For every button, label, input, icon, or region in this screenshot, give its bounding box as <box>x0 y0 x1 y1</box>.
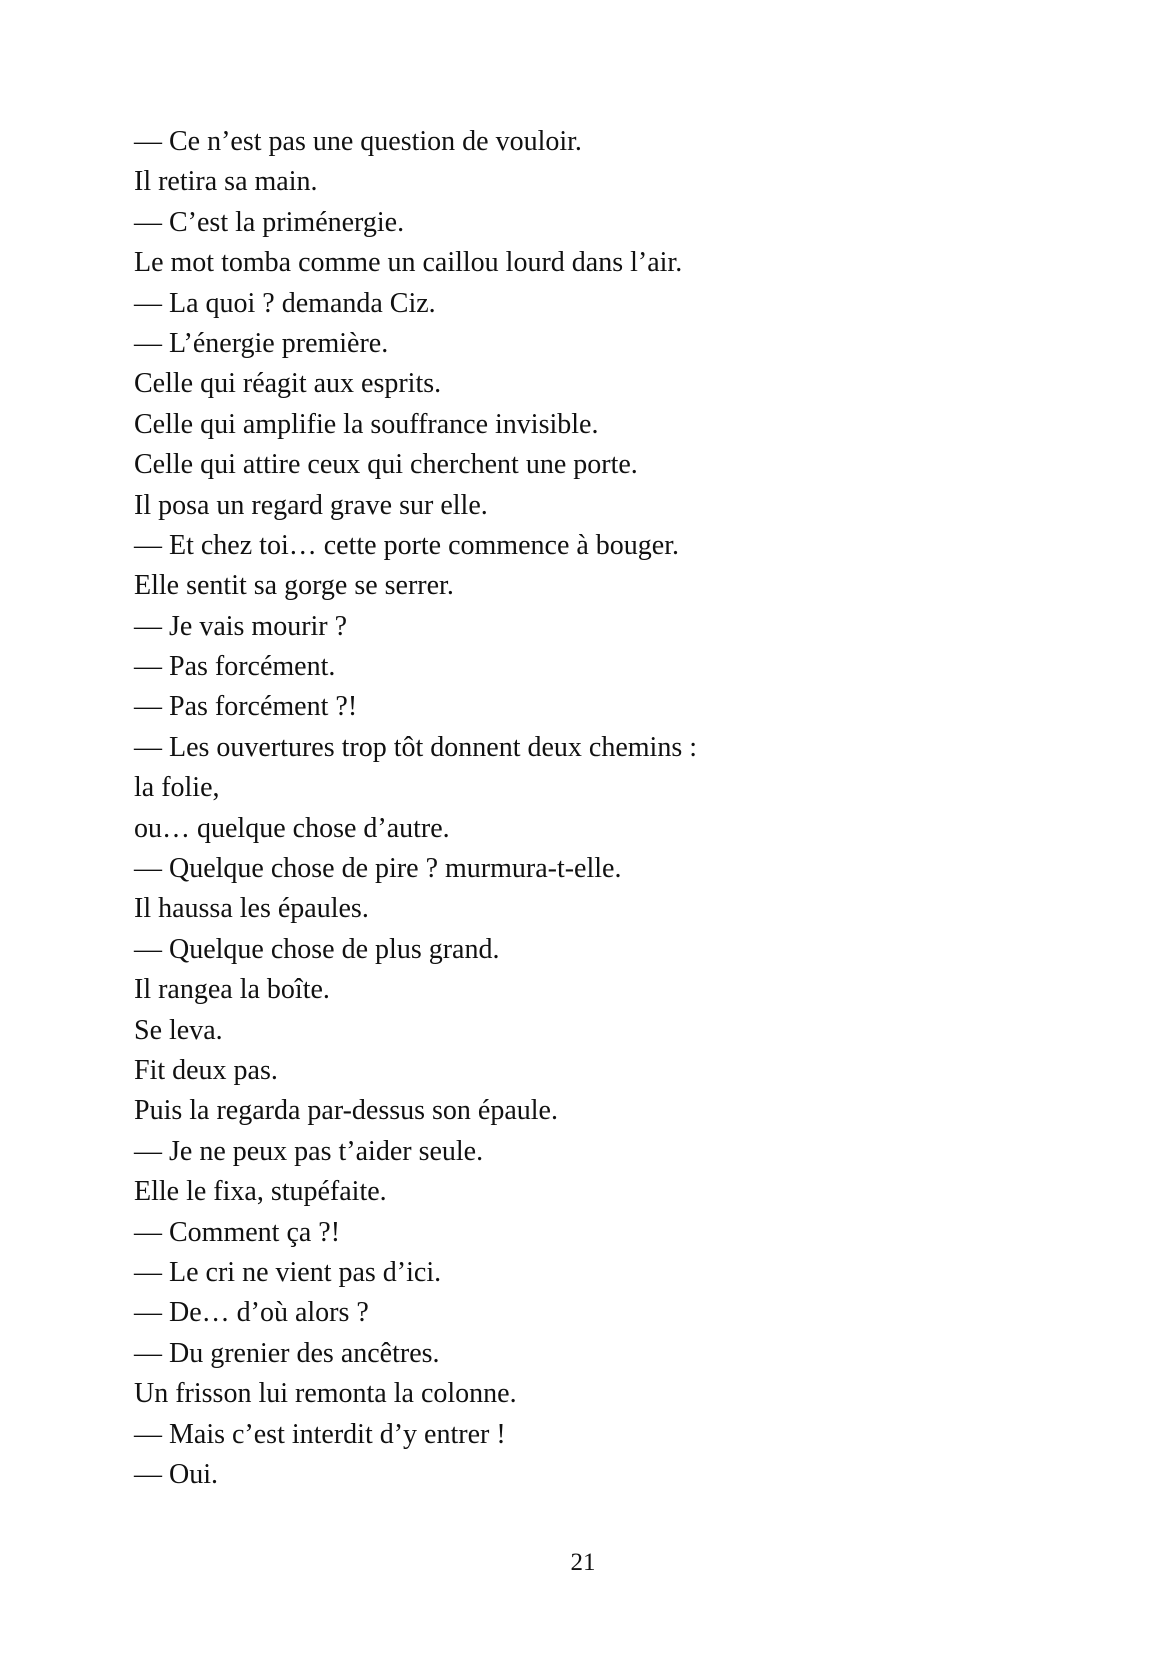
text-line: — Je ne peux pas t’aider seule. <box>134 1135 484 1167</box>
text-line: Un frisson lui remonta la colonne. <box>134 1378 517 1410</box>
page-number: 21 <box>570 1549 596 1576</box>
text-line: Celle qui attire ceux qui cherchent une porte. <box>134 449 638 481</box>
text-line: Se leva. <box>134 1014 223 1046</box>
text-line: Il haussa les épaules. <box>134 893 369 925</box>
text-line: — Pas forcément. <box>134 651 336 683</box>
text-line: — La quoi ? demanda Ciz. <box>134 287 436 319</box>
text-line: Il posa un regard grave sur elle. <box>134 489 488 521</box>
text-line: Il retira sa main. <box>134 166 318 198</box>
text-line: — Mais c’est interdit d’y entrer ! <box>134 1418 506 1450</box>
text-line: — Les ouvertures trop tôt donnent deux chemins : <box>134 731 697 763</box>
text-line: — Le cri ne vient pas d’ici. <box>134 1256 442 1288</box>
text-line: — Je vais mourir ? <box>134 610 348 642</box>
text-line: Il rangea la boîte. <box>134 974 330 1006</box>
text-line: — L’énergie première. <box>134 327 389 359</box>
text-line: — Du grenier des ancêtres. <box>134 1337 440 1369</box>
text-line: Puis la regarda par-dessus son épaule. <box>134 1095 558 1127</box>
text-line: — Ce n’est pas une question de vouloir. <box>134 126 582 157</box>
text-line: — Oui. <box>134 1458 218 1490</box>
text-line: Elle le fixa, stupéfaite. <box>134 1176 387 1208</box>
text-line: Celle qui réagit aux esprits. <box>134 368 442 400</box>
text-line: Celle qui amplifie la souffrance invisible. <box>134 408 599 440</box>
text-line: — Quelque chose de pire ? murmura-t-elle. <box>134 853 622 885</box>
text-body <box>134 122 1034 1495</box>
text-line: Elle sentit sa gorge se serrer. <box>134 570 454 602</box>
text-line: — Pas forcément ?! <box>134 691 358 723</box>
text-line: Le mot tomba comme un caillou lourd dans l’air. <box>134 247 683 279</box>
text-line: — Et chez toi… cette porte commence à bouger. <box>134 529 680 561</box>
text-line: — Comment ça ?! <box>134 1216 341 1248</box>
text-line: — De… d’où alors ? <box>134 1297 369 1329</box>
text-line: — C’est la priménergie. <box>134 206 405 238</box>
text-line: la folie, <box>134 772 220 804</box>
text-line: Fit deux pas. <box>134 1054 278 1086</box>
text-line: — Quelque chose de plus grand. <box>134 933 500 965</box>
text-line: ou… quelque chose d’autre. <box>134 812 450 844</box>
